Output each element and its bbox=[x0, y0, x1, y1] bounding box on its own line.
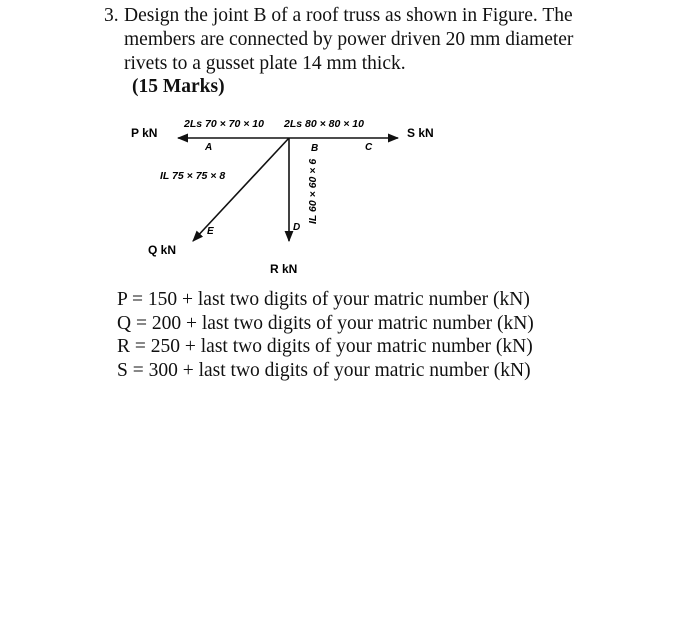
equation-r: R = 250 + last two digits of your matric number (kN) bbox=[117, 336, 533, 357]
node-d-label: D bbox=[293, 222, 301, 233]
load-q-label: Q kN bbox=[148, 243, 177, 257]
member-bc-label: 2Ls 80 × 80 × 10 bbox=[284, 118, 364, 130]
node-c-label: C bbox=[365, 142, 373, 153]
question-line-1: Design the joint B of a roof truss as shown in Figure. The bbox=[124, 5, 573, 26]
question-line-2: members are connected by power driven 20 mm diameter bbox=[124, 29, 574, 50]
node-a-label: A bbox=[205, 142, 213, 153]
member-bd-label: IL 60 × 60 × 6 bbox=[307, 158, 319, 224]
marks-label: (15 Marks) bbox=[132, 76, 225, 97]
node-e-label: E bbox=[207, 226, 214, 237]
question-number: 3. bbox=[104, 5, 119, 26]
equation-s: S = 300 + last two digits of your matric number (kN) bbox=[117, 359, 531, 381]
equation-p: P = 150 + last two digits of your matric number (kN) bbox=[117, 289, 530, 310]
load-p-label: P kN bbox=[131, 126, 158, 140]
load-s-label: S kN bbox=[407, 126, 434, 140]
member-ab-label: 2Ls 70 × 70 × 10 bbox=[184, 118, 264, 130]
equation-q: Q = 200 + last two digits of your matric number (kN) bbox=[117, 312, 534, 334]
question-line-3: rivets to a gusset plate 14 mm thick. bbox=[124, 53, 406, 74]
equations-block bbox=[117, 288, 534, 382]
node-b-label: B bbox=[311, 143, 319, 154]
member-be-label: IL 75 × 75 × 8 bbox=[160, 170, 226, 182]
load-r-label: R kN bbox=[270, 262, 298, 276]
